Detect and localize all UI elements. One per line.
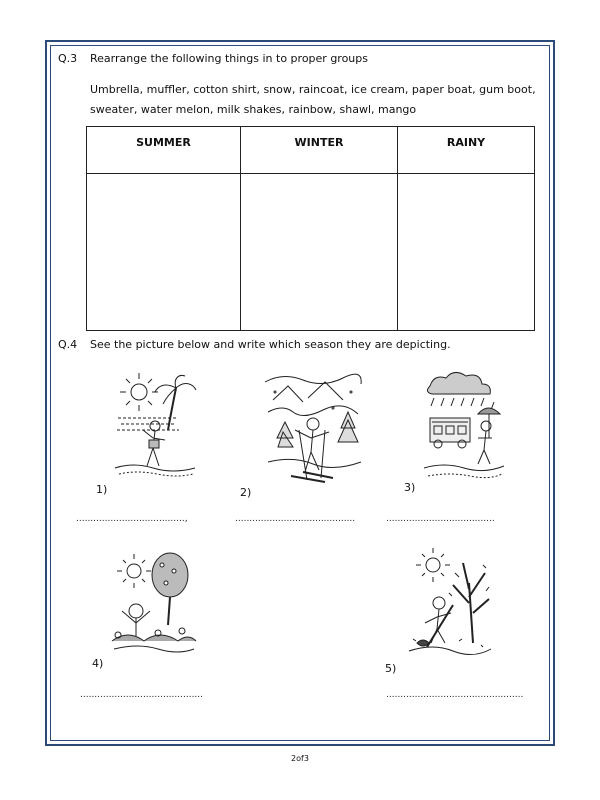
q3-items-line-1: Umbrella, muffler, cotton shirt, snow, raincoat, ice cream, paper boat, gum boot, [90, 83, 536, 96]
answer-blank-5[interactable]: ................................................ [386, 690, 524, 700]
answer-blank-4[interactable]: ........................................... [80, 690, 204, 700]
picture-2-label: 2) [240, 486, 252, 499]
q3-instruction: Rearrange the following things in to proper groups [90, 52, 368, 65]
answer-blank-2[interactable]: .......................................... [235, 514, 356, 524]
grouping-table [86, 126, 535, 331]
answer-blank-3[interactable]: ...................................... [386, 514, 495, 524]
q3-number: Q.3 [58, 52, 78, 65]
column-header-summer: SUMMER [87, 127, 241, 174]
winter-snow-picture [263, 372, 363, 487]
picture-5-label: 5) [385, 662, 397, 675]
picture-4-label: 4) [92, 657, 104, 670]
spring-flowers-picture [108, 545, 198, 660]
summer-answer-cell[interactable] [87, 174, 241, 331]
column-header-winter: WINTER [241, 127, 398, 174]
q3-items-line-2: sweater, water melon, milk shakes, rainbow, shawl, mango [90, 103, 417, 116]
winter-answer-cell[interactable] [241, 174, 398, 331]
answer-blank-1[interactable]: ......................................, [76, 514, 188, 524]
picture-3-label: 3) [404, 481, 416, 494]
autumn-leaves-picture [403, 543, 493, 658]
summer-beach-picture [113, 368, 198, 483]
q3-item-list [90, 80, 538, 120]
rainy-answer-cell[interactable] [398, 174, 535, 331]
q4-instruction: See the picture below and write which season they are depicting. [90, 338, 451, 351]
column-header-rainy: RAINY [398, 127, 535, 174]
page-number: 2of3 [291, 754, 309, 763]
rainy-street-picture [420, 368, 505, 483]
q4-number: Q.4 [58, 338, 78, 351]
picture-1-label: 1) [96, 483, 108, 496]
